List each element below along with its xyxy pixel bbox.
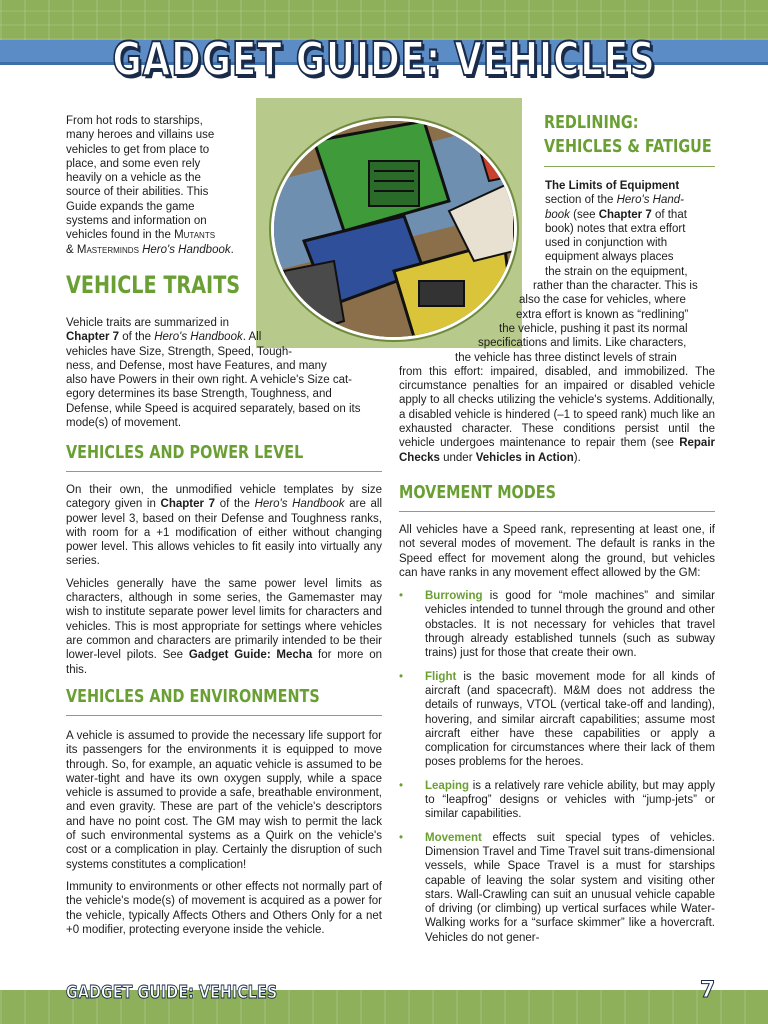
red-line: used in conjunction with <box>545 237 668 250</box>
red-line: also the case for vehicles, where <box>519 294 686 307</box>
book-title: Hero's Handbook <box>142 243 231 256</box>
environments-paragraph-1: A vehicle is assumed to provide the necessary life support for its passengers for the environments it is equipped to move through. So, for example, an aquatic vehicle is assumed to be water-tight and have its own oxygen supply, while a space vehicle is assumed to provide a safe, breathable environment, and even gravity. These are part of the vehicle's descriptors and have no point cost. The GM may wish to permit the lack of such environmental systems as a Quirk on the vehicle's cost or a complication in play. Certainly the disruption of such systems constitutes a complication! <box>66 730 382 871</box>
traits-text: . All <box>242 331 262 344</box>
text: is the basic movement mode for all kinds of aircraft (and spacecraft). M&M does not address the details of runways, VTOL (vertical take-off and landing), hovering, and similar aircraft capabilities; assume most aircraft either have these capabilities or apply a complication for circumstances where their lack of them poses problems for the heroes. <box>425 670 715 769</box>
traits-line: also have Powers in their own right. A vehicle's Size cat- <box>66 374 353 387</box>
power-level-paragraph-1 <box>66 483 382 569</box>
heading-power-level: VEHICLES AND POWER LEVEL <box>66 442 304 463</box>
text: of that <box>651 208 687 221</box>
red-line: the strain on the equipment, <box>545 265 688 278</box>
intro-line: From hot rods to starships, <box>66 115 203 127</box>
divider <box>66 715 382 716</box>
chapter-ref: Chapter 7 <box>66 331 120 344</box>
red-line <box>545 179 715 193</box>
intro-text: vehicles found in the <box>66 229 171 242</box>
cross-ref: Gadget Guide: Mecha <box>188 649 313 662</box>
divider <box>399 511 715 512</box>
list-item <box>399 670 715 770</box>
term: Movement <box>425 831 482 844</box>
term: Leaping <box>425 779 470 792</box>
intro-line: vehicles to get from place to <box>66 143 210 156</box>
page-title: GADGET GUIDE: VEHICLES <box>112 32 656 86</box>
red-line <box>545 208 715 222</box>
text: ). <box>573 451 581 464</box>
intro-line: Guide expands the game <box>66 200 195 213</box>
heading-redlining-2: VEHICLES & FATIGUE <box>544 136 712 157</box>
traits-line <box>66 316 276 330</box>
limits-ref: The Limits of Equipment <box>545 180 680 192</box>
period: . <box>230 243 234 256</box>
text: is good for “mole machines” and similar vehicles intended to tunnel through the ground and other obstacles. It is not necessary for vehicles that travel through already established tunnels (such as subway trains) just for those that create their own. <box>425 590 715 660</box>
intro-line: source of their abilities. This <box>66 186 209 199</box>
intro-line-last <box>66 228 238 242</box>
text: On their own, the unmodified vehicle templates by size category given in <box>66 484 382 511</box>
heading-vehicle-traits: VEHICLE TRAITS <box>66 271 241 299</box>
amp: & <box>66 243 77 256</box>
heading-movement-modes: MOVEMENT MODES <box>399 482 556 503</box>
book-ref: book <box>545 208 570 221</box>
term: Burrowing <box>425 590 483 603</box>
book-ref: Hero's Hand- <box>616 194 684 207</box>
movement-modes-body <box>399 523 715 945</box>
text: from this effort: impaired, disabled, and immobilized. The circumstance penalties for an impaired or disabled vehicle apply to all checks utilizing the vehicle's systems. Additionally, a disabled vehicle is hindered (–1 to speed rank) much like an exhausted character. These conditions persist until the vehicle undergoes maintenance to repair them (see <box>399 365 715 450</box>
red-line: equipment always places <box>545 251 674 264</box>
intro-line: place, and some even rely <box>66 157 201 170</box>
traits-line: ness, and Defense, most have Features, and many <box>66 359 327 372</box>
red-line: rather than the character. This is <box>533 280 698 293</box>
chapter-ref: Chapter 7 <box>598 208 652 221</box>
red-line <box>545 193 715 207</box>
list-item <box>399 589 715 660</box>
power-level-paragraph-2 <box>66 577 382 677</box>
environments-body <box>66 729 382 937</box>
text: for more on this. <box>66 649 383 676</box>
footer-title: GADGET GUIDE: VEHICLES <box>66 982 278 1003</box>
intro-line: many heroes and villains use <box>66 129 215 142</box>
red-line: the vehicle has three distinct levels of strain <box>455 351 677 364</box>
text: is a relatively rare vehicle ability, but may apply to “leapfrog” designs or vehicles with “jump-jets” or similar capabilities. <box>425 779 715 821</box>
red-line: the vehicle, pushing it past its normal <box>499 322 688 335</box>
movement-list <box>399 589 715 945</box>
divider <box>66 471 382 472</box>
list-item <box>399 779 715 822</box>
vehicle-traits-paragraph <box>66 316 382 430</box>
list-item <box>399 831 715 945</box>
chapter-ref: Chapter 7 <box>160 498 216 511</box>
book-name-2: Masterminds <box>76 243 139 256</box>
heading-environments: VEHICLES AND ENVIRONMENTS <box>66 686 320 707</box>
intro-paragraph <box>66 114 238 257</box>
text: under <box>439 451 476 464</box>
traits-text: Vehicle traits are summarized in <box>66 317 229 329</box>
page-number: 7 <box>700 978 716 1003</box>
traits-line: egory determines its base Strength, Toughness, and <box>66 388 332 401</box>
intro-line: heavily on a vehicle as the <box>66 172 201 185</box>
red-line: book) notes that extra effort <box>545 222 686 235</box>
environments-paragraph-2: Immunity to environments or other effects not normally part of the vehicle's mode(s) of movement is acquired as a power for the vehicle, typically Affects Others and Others Only for a net +0 modifier, protecting everyone inside the vehicle. <box>66 880 382 936</box>
text: Vehicles generally have the same power level limits as characters, although in some series, the Gamemaster may wish to institute separate power level limits for characters and vehicles. This is most appropriate for settings where vehicles are common and characters are primarily intended to be their lower-level pilots. See <box>66 577 382 662</box>
heading-redlining-1: REDLINING: <box>544 112 639 133</box>
term: Flight <box>425 670 457 683</box>
redlining-wrap <box>399 179 715 465</box>
red-line: extra effort is known as “redlining” <box>516 308 689 321</box>
text: (see <box>569 208 599 221</box>
text: are all power level 3, based on their Defense and Toughness ranks, with room for a +1 modification of either without changing power level. This allows vehicles to fit easily into virtually any series. <box>66 498 383 568</box>
book-ref: Hero's Handbook <box>154 331 243 344</box>
movement-intro: All vehicles have a Speed rank, representing at least one, if not several modes of movement. The default is ranks in the Speed effect for movement along the ground, but vehicles can have ranks in any movement effect allowed by the GM: <box>399 524 715 579</box>
book-name: Mutants <box>174 229 216 242</box>
cross-ref: Vehicles in Action <box>475 451 574 464</box>
book-ref: Hero's Handbook <box>254 498 345 511</box>
traits-line: vehicles have Size, Strength, Speed, Tough- <box>66 345 293 358</box>
power-level-body <box>66 483 382 677</box>
intro-line-end <box>66 243 238 257</box>
cross-ref: Repair Checks <box>399 437 715 464</box>
traits-line <box>66 330 296 344</box>
red-line: specifications and limits. Like characters, <box>478 337 687 350</box>
text: of the <box>215 498 255 511</box>
text: effects suit special types of vehicles. Dimension Travel and Time Travel suit trans-dimensional vessels, while Space Travel is a must for starships capable of leaving the solar system and visiting other stars. Wall-Crawling can suit an unusual vehicle capable of driving (or climbing) up vertical surfaces while Water-Walking works for a “surface skimmer” like a hovercraft. Vehicles do not gener- <box>425 831 715 944</box>
traits-line: mode(s) of movement. <box>66 417 182 430</box>
traits-text: of the <box>119 331 155 344</box>
traits-line: Defense, while Speed is acquired separately, based on its <box>66 402 361 415</box>
redlining-rest <box>399 365 715 465</box>
divider <box>544 166 715 167</box>
text: section of the <box>545 194 617 207</box>
intro-line: systems and information on <box>66 215 207 228</box>
